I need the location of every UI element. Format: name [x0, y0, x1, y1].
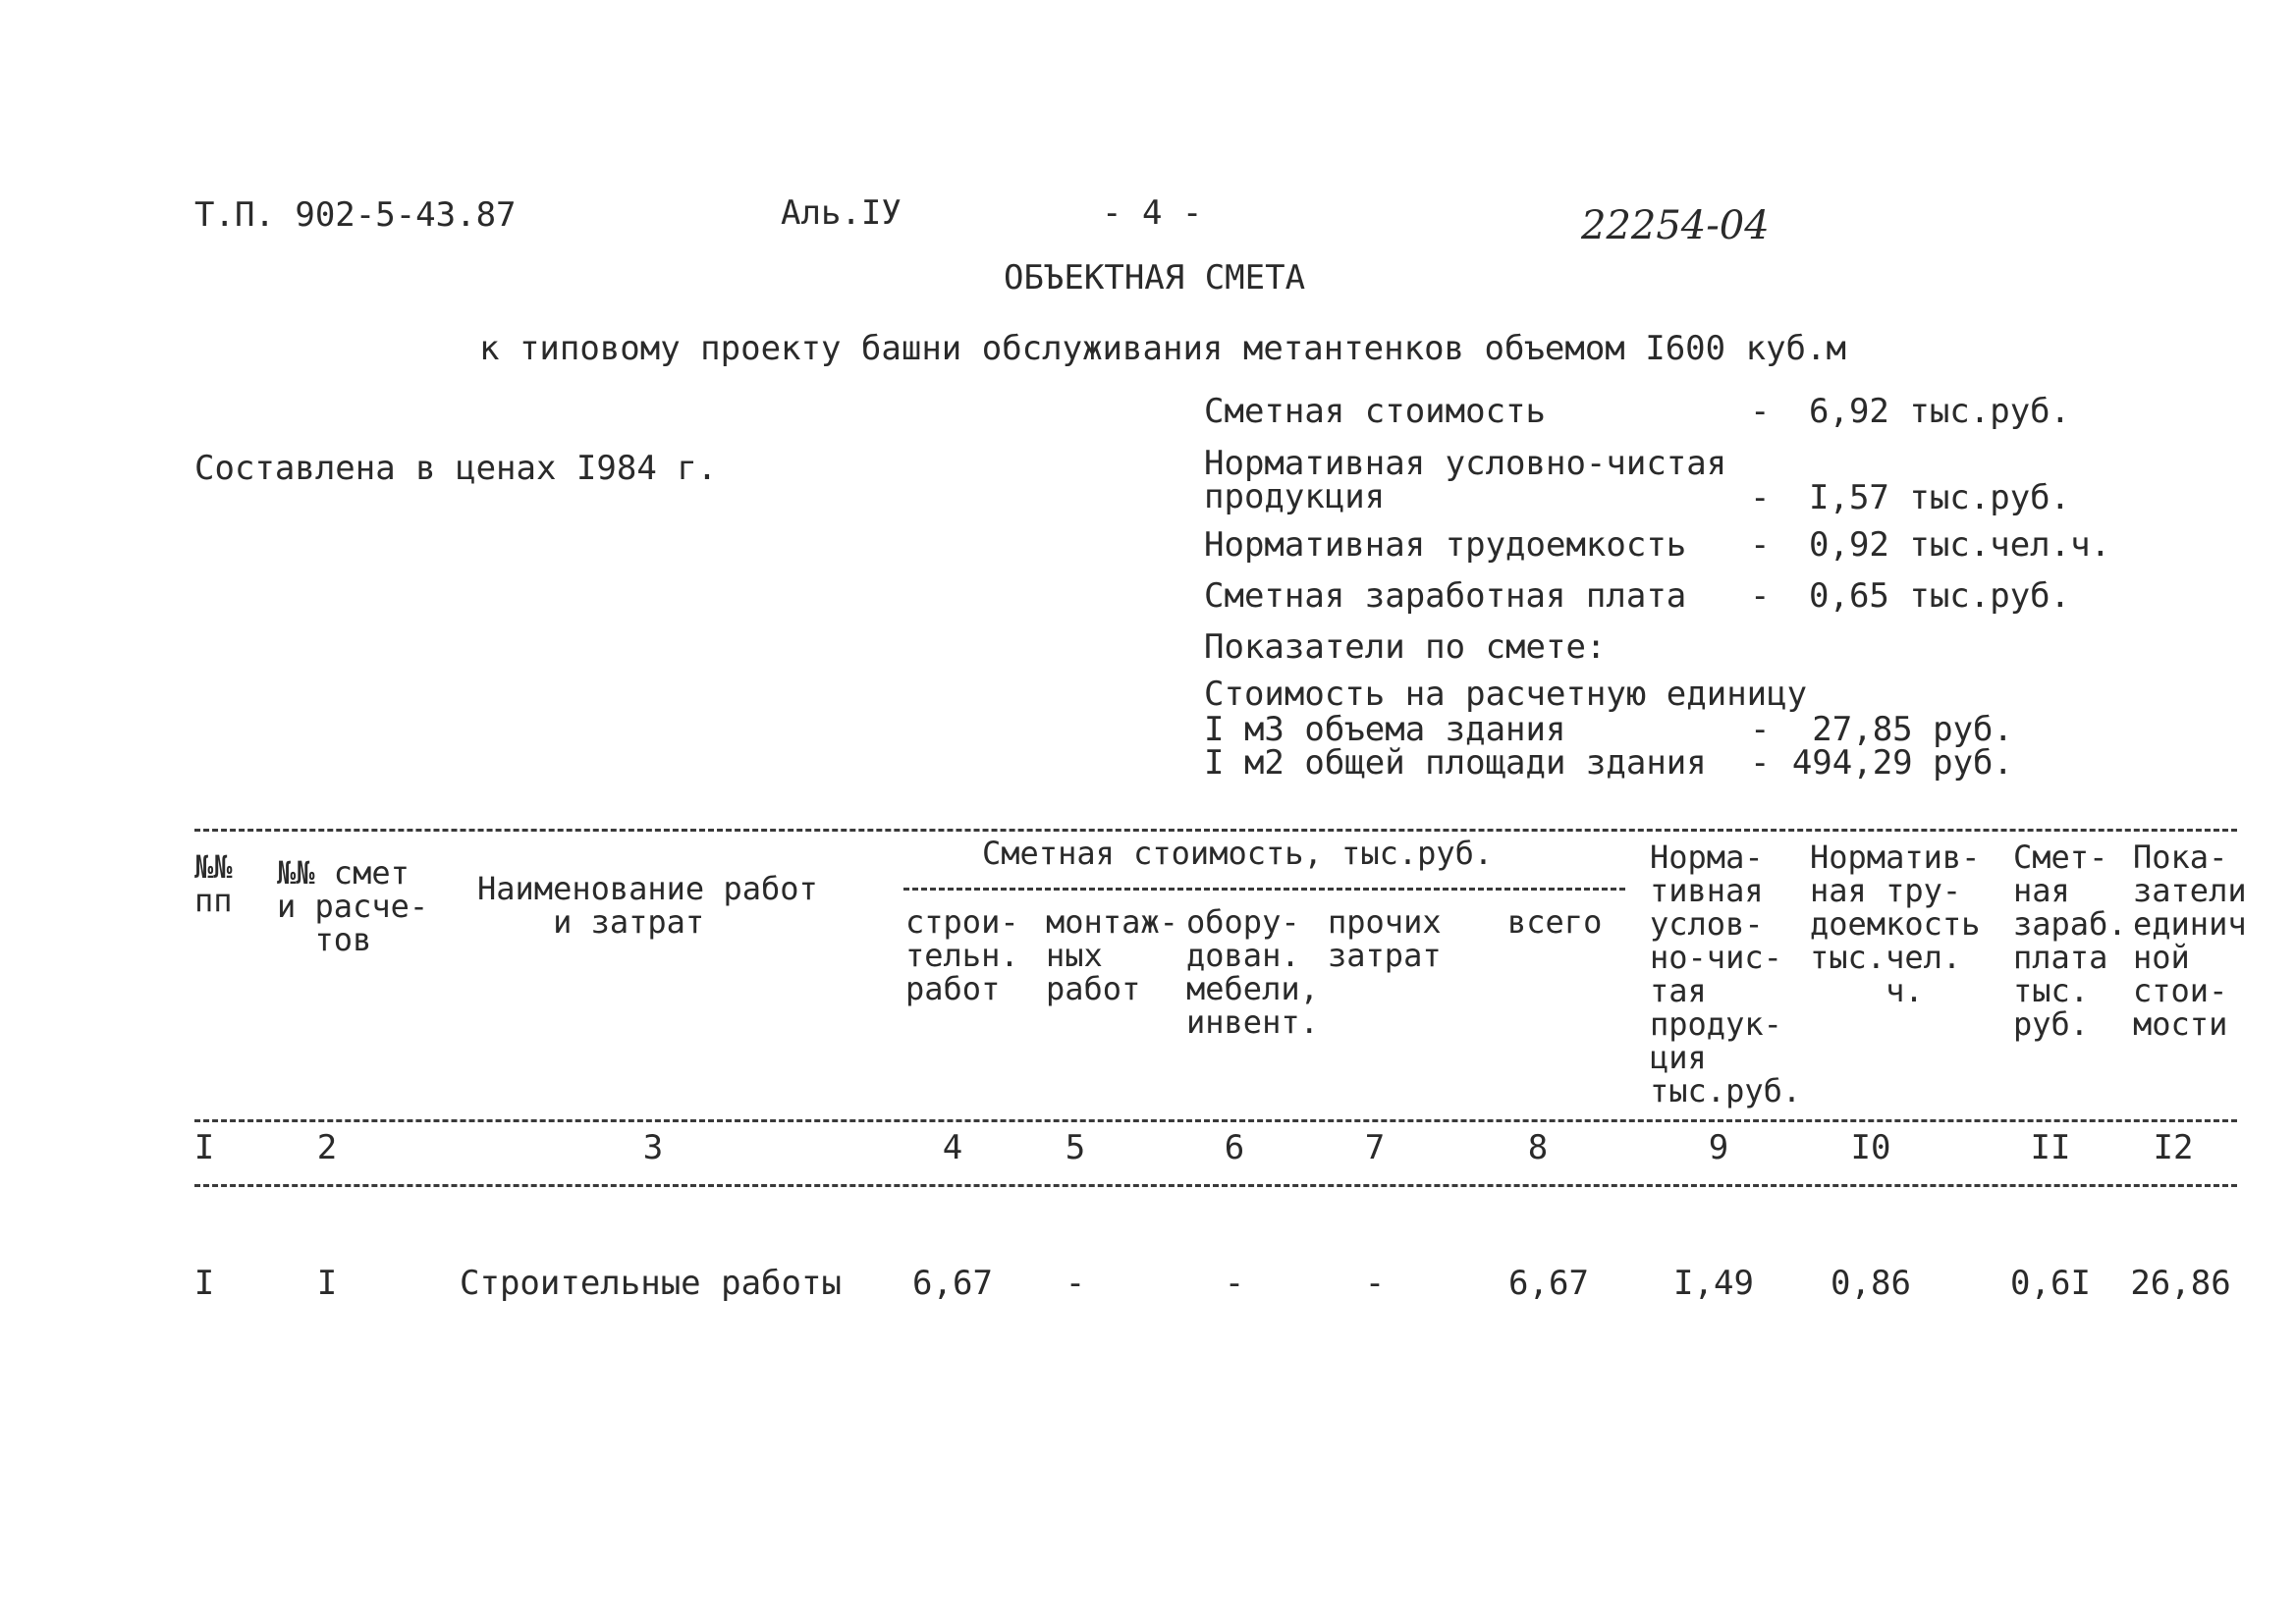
- table-cell: I,49: [1673, 1264, 1754, 1303]
- table-cell: 0,6I: [2010, 1264, 2091, 1303]
- table-cell: 0,86: [1831, 1264, 1911, 1303]
- indicators-heading: Показатели по смете:: [1204, 627, 1607, 667]
- table-cell: 6,67: [912, 1264, 993, 1303]
- column-header: прочих затрат: [1328, 903, 1442, 974]
- document-subtitle: к типовому проекту башни обслуживания метантенков объемом I600 куб.м: [479, 329, 1846, 368]
- column-header: обору- дован. мебели, инвент.: [1186, 903, 1319, 1041]
- summary-label: Нормативная трудоемкость: [1204, 525, 1687, 565]
- page-number: - 4 -: [1102, 193, 1203, 233]
- column-number: 9: [1708, 1128, 1729, 1167]
- summary-dash: -: [1750, 392, 1771, 431]
- summary-label: Сметная стоимость: [1204, 392, 1546, 431]
- column-header: Наименование работ и затрат: [477, 870, 818, 941]
- table-cell: -: [1065, 1264, 1086, 1303]
- header-bottom-rule: [194, 1119, 2237, 1122]
- indicator-label: I м3 объема здания: [1204, 710, 1566, 749]
- indicator-dash: -: [1750, 743, 1771, 783]
- column-number: 6: [1224, 1128, 1245, 1167]
- summary-value: I,57 тыс.руб.: [1809, 478, 2071, 517]
- column-header: Смет- ная зараб. плата тыс. руб.: [2013, 839, 2127, 1043]
- column-number: 7: [1364, 1128, 1386, 1167]
- document-title: ОБЪЕКТНАЯ СМЕТА: [1004, 258, 1306, 298]
- handwritten-stamp: 22254-04: [1581, 203, 1770, 248]
- table-top-rule: [194, 829, 2237, 832]
- column-header: №№ смет и расче- тов: [277, 854, 429, 958]
- document-code: Т.П. 902-5-43.87: [194, 195, 517, 235]
- summary-value: 0,65 тыс.руб.: [1809, 576, 2071, 616]
- table-cell: I: [316, 1264, 338, 1303]
- column-number: 5: [1065, 1128, 1086, 1167]
- summary-dash: -: [1750, 525, 1771, 565]
- indicator-value: 494,29 руб.: [1791, 743, 2013, 783]
- table-cell: -: [1364, 1264, 1386, 1303]
- column-numbers-rule: [194, 1184, 2237, 1187]
- column-header: Норма- тивная услов- но-чис- тая продук- ция тыс.руб.: [1650, 839, 1802, 1109]
- summary-label: Сметная заработная плата: [1204, 576, 1687, 616]
- column-number: 4: [942, 1128, 963, 1167]
- column-header: №№ пп: [194, 848, 233, 919]
- prices-note: Составлена в ценах I984 г.: [194, 449, 718, 488]
- indicator-dash: -: [1750, 710, 1771, 749]
- summary-dash: -: [1750, 478, 1771, 517]
- table-cell: 6,67: [1508, 1264, 1589, 1303]
- summary-label: Нормативная условно-чистая продукция: [1204, 444, 1727, 516]
- group-header-rule: [903, 888, 1625, 891]
- column-number: 3: [642, 1128, 664, 1167]
- column-number: 8: [1527, 1128, 1549, 1167]
- column-header: Норматив- ная тру- доемкость тыс.чел. ч.: [1810, 839, 1981, 1009]
- table-cell: Строительные работы: [460, 1264, 842, 1303]
- column-number: I2: [2153, 1128, 2194, 1167]
- summary-value: 0,92 тыс.чел.ч.: [1809, 525, 2111, 565]
- column-header: монтаж- ных работ: [1046, 903, 1178, 1007]
- indicator-label: I м2 общей площади здания: [1204, 743, 1707, 783]
- column-header: Пока- затели единич ной стои- мости: [2133, 839, 2247, 1043]
- album-number: Аль.IУ: [781, 193, 902, 233]
- table-cell: 26,86: [2130, 1264, 2231, 1303]
- column-number: II: [2030, 1128, 2071, 1167]
- column-header: всего: [1507, 903, 1603, 941]
- group-header-cost: Сметная стоимость, тыс.руб.: [982, 835, 1494, 872]
- column-number: I0: [1850, 1128, 1891, 1167]
- column-header: строи- тельн. работ: [905, 903, 1019, 1007]
- column-number: 2: [316, 1128, 338, 1167]
- table-cell: -: [1224, 1264, 1245, 1303]
- indicator-value: 27,85 руб.: [1812, 710, 2013, 749]
- unit-cost-heading: Стоимость на расчетную единицу: [1204, 675, 1808, 714]
- column-number: I: [193, 1128, 215, 1167]
- summary-value: 6,92 тыс.руб.: [1809, 392, 2071, 431]
- table-cell: I: [193, 1264, 215, 1303]
- summary-dash: -: [1750, 576, 1771, 616]
